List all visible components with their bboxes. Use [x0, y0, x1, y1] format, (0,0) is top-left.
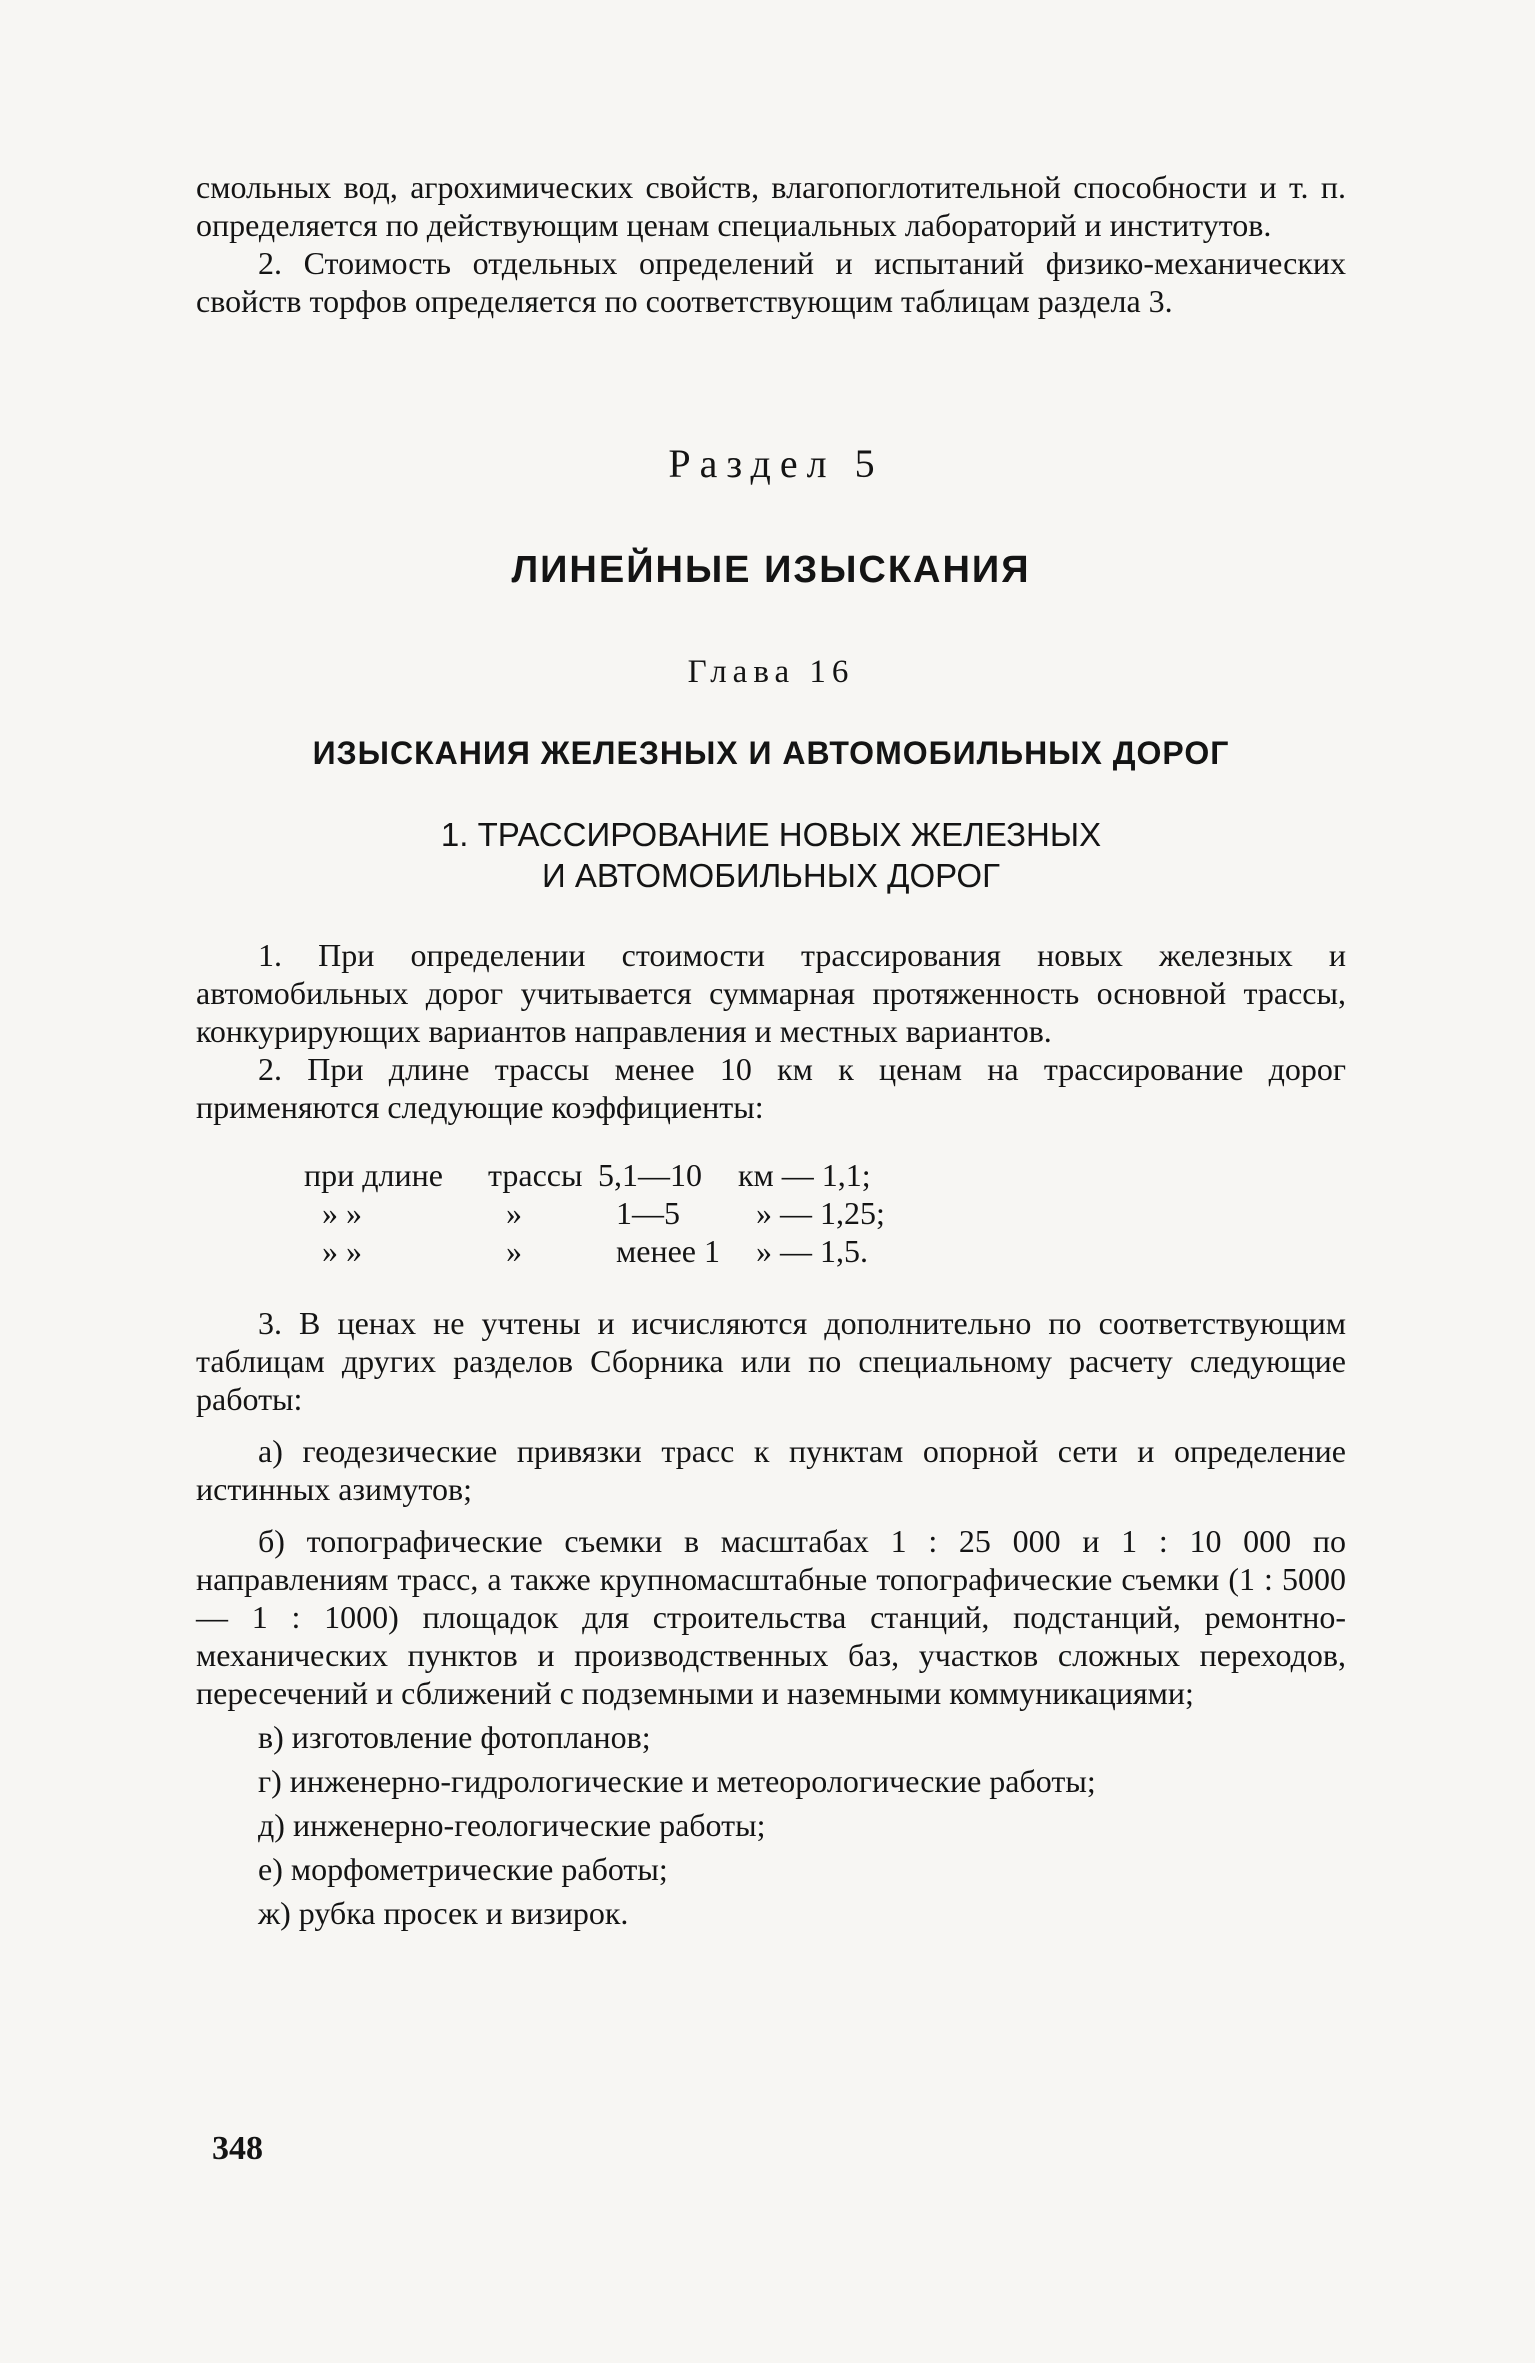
coefficient-row	[304, 1194, 1346, 1232]
page-number: 348	[212, 2130, 263, 2167]
coefficient-range: 1—5	[616, 1195, 680, 1231]
subsection-title-line-1: 1. ТРАССИРОВАНИЕ НОВЫХ ЖЕЛЕЗНЫХ	[440, 816, 1102, 853]
coefficient-label: при длине	[304, 1157, 443, 1193]
subsection-title-line-2: И АВТОМОБИЛЬНЫХ ДОРОГ	[542, 857, 1000, 894]
body-paragraph-2: 2. При длине трассы менее 10 км к ценам на трассирование дорог применяются следующие коэффициенты:	[196, 1051, 1346, 1125]
document-page	[196, 168, 1346, 1932]
list-item: д) инженерно-геологические работы;	[258, 1807, 766, 1843]
coefficient-value: » — 1,5.	[756, 1233, 868, 1269]
list-item: а) геодезические привязки трасс к пунктам опорной сети и определение истинных азимутов;	[196, 1433, 1346, 1507]
list-item: в) изготовление фотопланов;	[258, 1719, 651, 1755]
list-item: б) топографические съемки в масштабах 1 : 25 000 и 1 : 10 000 по направлениям трасс, а также крупномасштабные топографические съемки (1 : 5000 — 1 : 1000) площадок для строительства станций, подстанций, ремонтно-механических пунктов и производственных баз, участков сложных переходов, пересечений и сближений с подземными и наземными коммуникациями;	[196, 1523, 1346, 1711]
list-item: ж) рубка просек и визирок.	[258, 1895, 629, 1931]
coefficient-range: 5,1—10	[598, 1157, 702, 1193]
body-paragraph-1: 1. При определении стоимости трассирования новых железных и автомобильных дорог учитывается суммарная протяженность основной трассы, конкурирующих вариантов направления и местных вариантов.	[196, 937, 1346, 1049]
intro-paragraph-continuation: смольных вод, агрохимических свойств, влагопоглотительной способности и т. п. определяется по действующим ценам специальных лабораторий и институтов.	[196, 169, 1346, 243]
coefficient-value: » — 1,25;	[756, 1195, 885, 1231]
coefficient-value: км — 1,1;	[738, 1157, 871, 1193]
subsection-title	[196, 814, 1346, 896]
coefficient-row	[304, 1156, 1346, 1194]
body-paragraph-3: 3. В ценах не учтены и исчисляются дополнительно по соответствующим таблицам других разделов Сборника или по специальному расчету следующие работы:	[196, 1305, 1346, 1417]
coefficient-label: » »	[322, 1195, 362, 1231]
chapter-title: ИЗЫСКАНИЯ ЖЕЛЕЗНЫХ И АВТОМОБИЛЬНЫХ ДОРОГ	[312, 735, 1230, 771]
coefficient-label: » »	[322, 1233, 362, 1269]
coefficient-range: менее 1	[616, 1233, 720, 1269]
coefficient-label: трассы	[488, 1157, 583, 1193]
coefficients-table	[304, 1156, 1346, 1270]
section-heading: Раздел 5	[668, 441, 884, 486]
chapter-heading: Глава 16	[687, 654, 855, 690]
section-title: ЛИНЕЙНЫЕ ИЗЫСКАНИЯ	[511, 549, 1031, 591]
coefficient-label: »	[506, 1233, 522, 1269]
list-item: г) инженерно-гидрологические и метеорологические работы;	[258, 1763, 1096, 1799]
list-item: е) морфометрические работы;	[258, 1851, 668, 1887]
coefficient-row	[304, 1232, 1346, 1270]
intro-paragraph-2: 2. Стоимость отдельных определений и испытаний физико-механических свойств торфов определяется по соответствующим таблицам раздела 3.	[196, 245, 1346, 319]
coefficient-label: »	[506, 1195, 522, 1231]
